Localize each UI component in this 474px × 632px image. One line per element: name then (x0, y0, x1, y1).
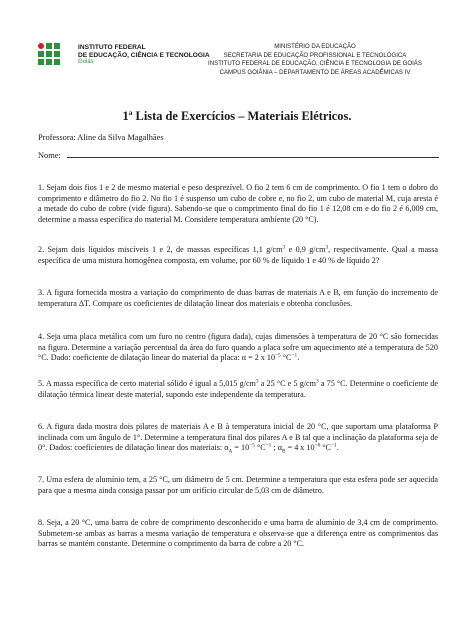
question-4: 4. Seja uma placa metálica com um furo no centro (figura dada), cujas dimensões à temperatura de 20 °C são fornecidas na figura. Determine a variação percentual da área do furo quando a placa sofre um aquecimento até a temperatura de 520 °C. Dado: coeficiente de dilatação linear do material da placa: α = 2 x $10^{-5}$ $^\circ C^{-1}$. (38, 332, 438, 363)
logo-line3: Goiás (78, 59, 94, 66)
professor-line: Professora: Aline da Silva Magalhães (38, 133, 164, 142)
question-8: 8. Seja, a 20 °C, uma barra de cobre de comprimento desconhecido e uma barra de alumínio de 3,4 cm de comprimento. Submetem-se ambas as barras a mesma variação de temperatura e observa-se que a diferença entre os comprimentos das barras se mantém constante. Determine o comprimento da barra de cobre a 20 °C. (38, 518, 438, 549)
document-title: 1ª Lista de Exercícios – Materiais Elétricos. (122, 109, 352, 123)
question-2: 2. Sejam dois líquidos miscíveis 1 e 2, de massas específicas 1,1 $g/cm^3$ e 0,9 $g/cm^3$, respectivamente. Qual a massa específica de uma mistura homogênea composta, em volume, por 60 % de líquido 1 e 40 % de líquido 2? (38, 244, 438, 265)
name-underline (67, 150, 439, 158)
question-7: 7. Uma esfera de alumínio tem, a 25 °C, um diâmetro de 5 cm. Determine a temperatura que esta esfera pode ser aquecida para que a mesma ainda consiga passar por um orifício circular de 5,03 cm de diâmetro. (38, 475, 438, 495)
logo-line1: INSTITUTO FEDERAL (78, 44, 146, 51)
ministry-line-2: SECRETARIA DE EDUCAÇÃO PROFISSIONAL E TECNOLÓGICA (223, 51, 407, 59)
question-5: 5. A massa específica de certo material sólido é igual a 5,015 $g/cm^3$ a 25 °C e 5 $g/cm^3$ a 75 °C. Determine o coeficiente de dilatação térmica linear deste material, supondo este independente da temperatura. (38, 378, 438, 399)
ifg-logo (38, 43, 72, 67)
question-6: 6. A figura dada mostra dois pilares de materiais A e B à temperatura inicial de 20 °C, que suportam uma plataforma P inclinada com um ângulo de 1°. Determine a temperatura final dos pilares A e B tal que a inclinação da plataforma seja de 0°. Dados: coeficientes de dilatação linear dos materiais: $\alpha_A = 10^{-5}$ $^\circ C^{-1}$ ; $\alpha_B = 4$ x $10^{-6}$ $^\circ C^{-1}$. (38, 422, 438, 455)
ministry-line-4: CAMPUS GOIÂNIA – DEPARTAMENTO DE ÁREAS ACADÊMICAS IV (219, 68, 411, 76)
ministry-header (190, 43, 440, 77)
question-1: 1. Sejam dois fios 1 e 2 de mesmo material e peso desprezível. O fio 2 tem 6 cm de comprimento. O fio 1 tem o dobro do comprimento e diâmetro do fio 2. No fio 1 é suspenso um cubo de cobre e, no fio 2, um cubo de material M, cuja aresta é a metade do cubo de cobre (vide figura). Sabendo-se que o comprimento final do fio 1 é 12,08 cm e do fio 2 é 6,009 cm, determine a massa específica do material M. Considere temperatura ambiente (20 °C). (38, 183, 438, 224)
name-label: Nome: (38, 151, 61, 160)
name-field (38, 150, 439, 160)
ministry-line-3: INSTITUTO FEDERAL DE EDUCAÇÃO, CIÊNCIA E TECNOLOGIA DE GOIÁS (208, 60, 422, 68)
ministry-line-1: MINISTÉRIO DA EDUCAÇÃO (274, 43, 356, 50)
question-3: 3. A figura fornecida mostra a variação do comprimento de duas barras de materiais A e B, em função do incremento de temperatura ΔT. Compare os coeficientes de dilatação linear dos materiais e obtenha conclusões. (38, 288, 438, 308)
logo-line2: DE EDUCAÇÃO, CIÊNCIA E TECNOLOGIA (78, 51, 210, 59)
